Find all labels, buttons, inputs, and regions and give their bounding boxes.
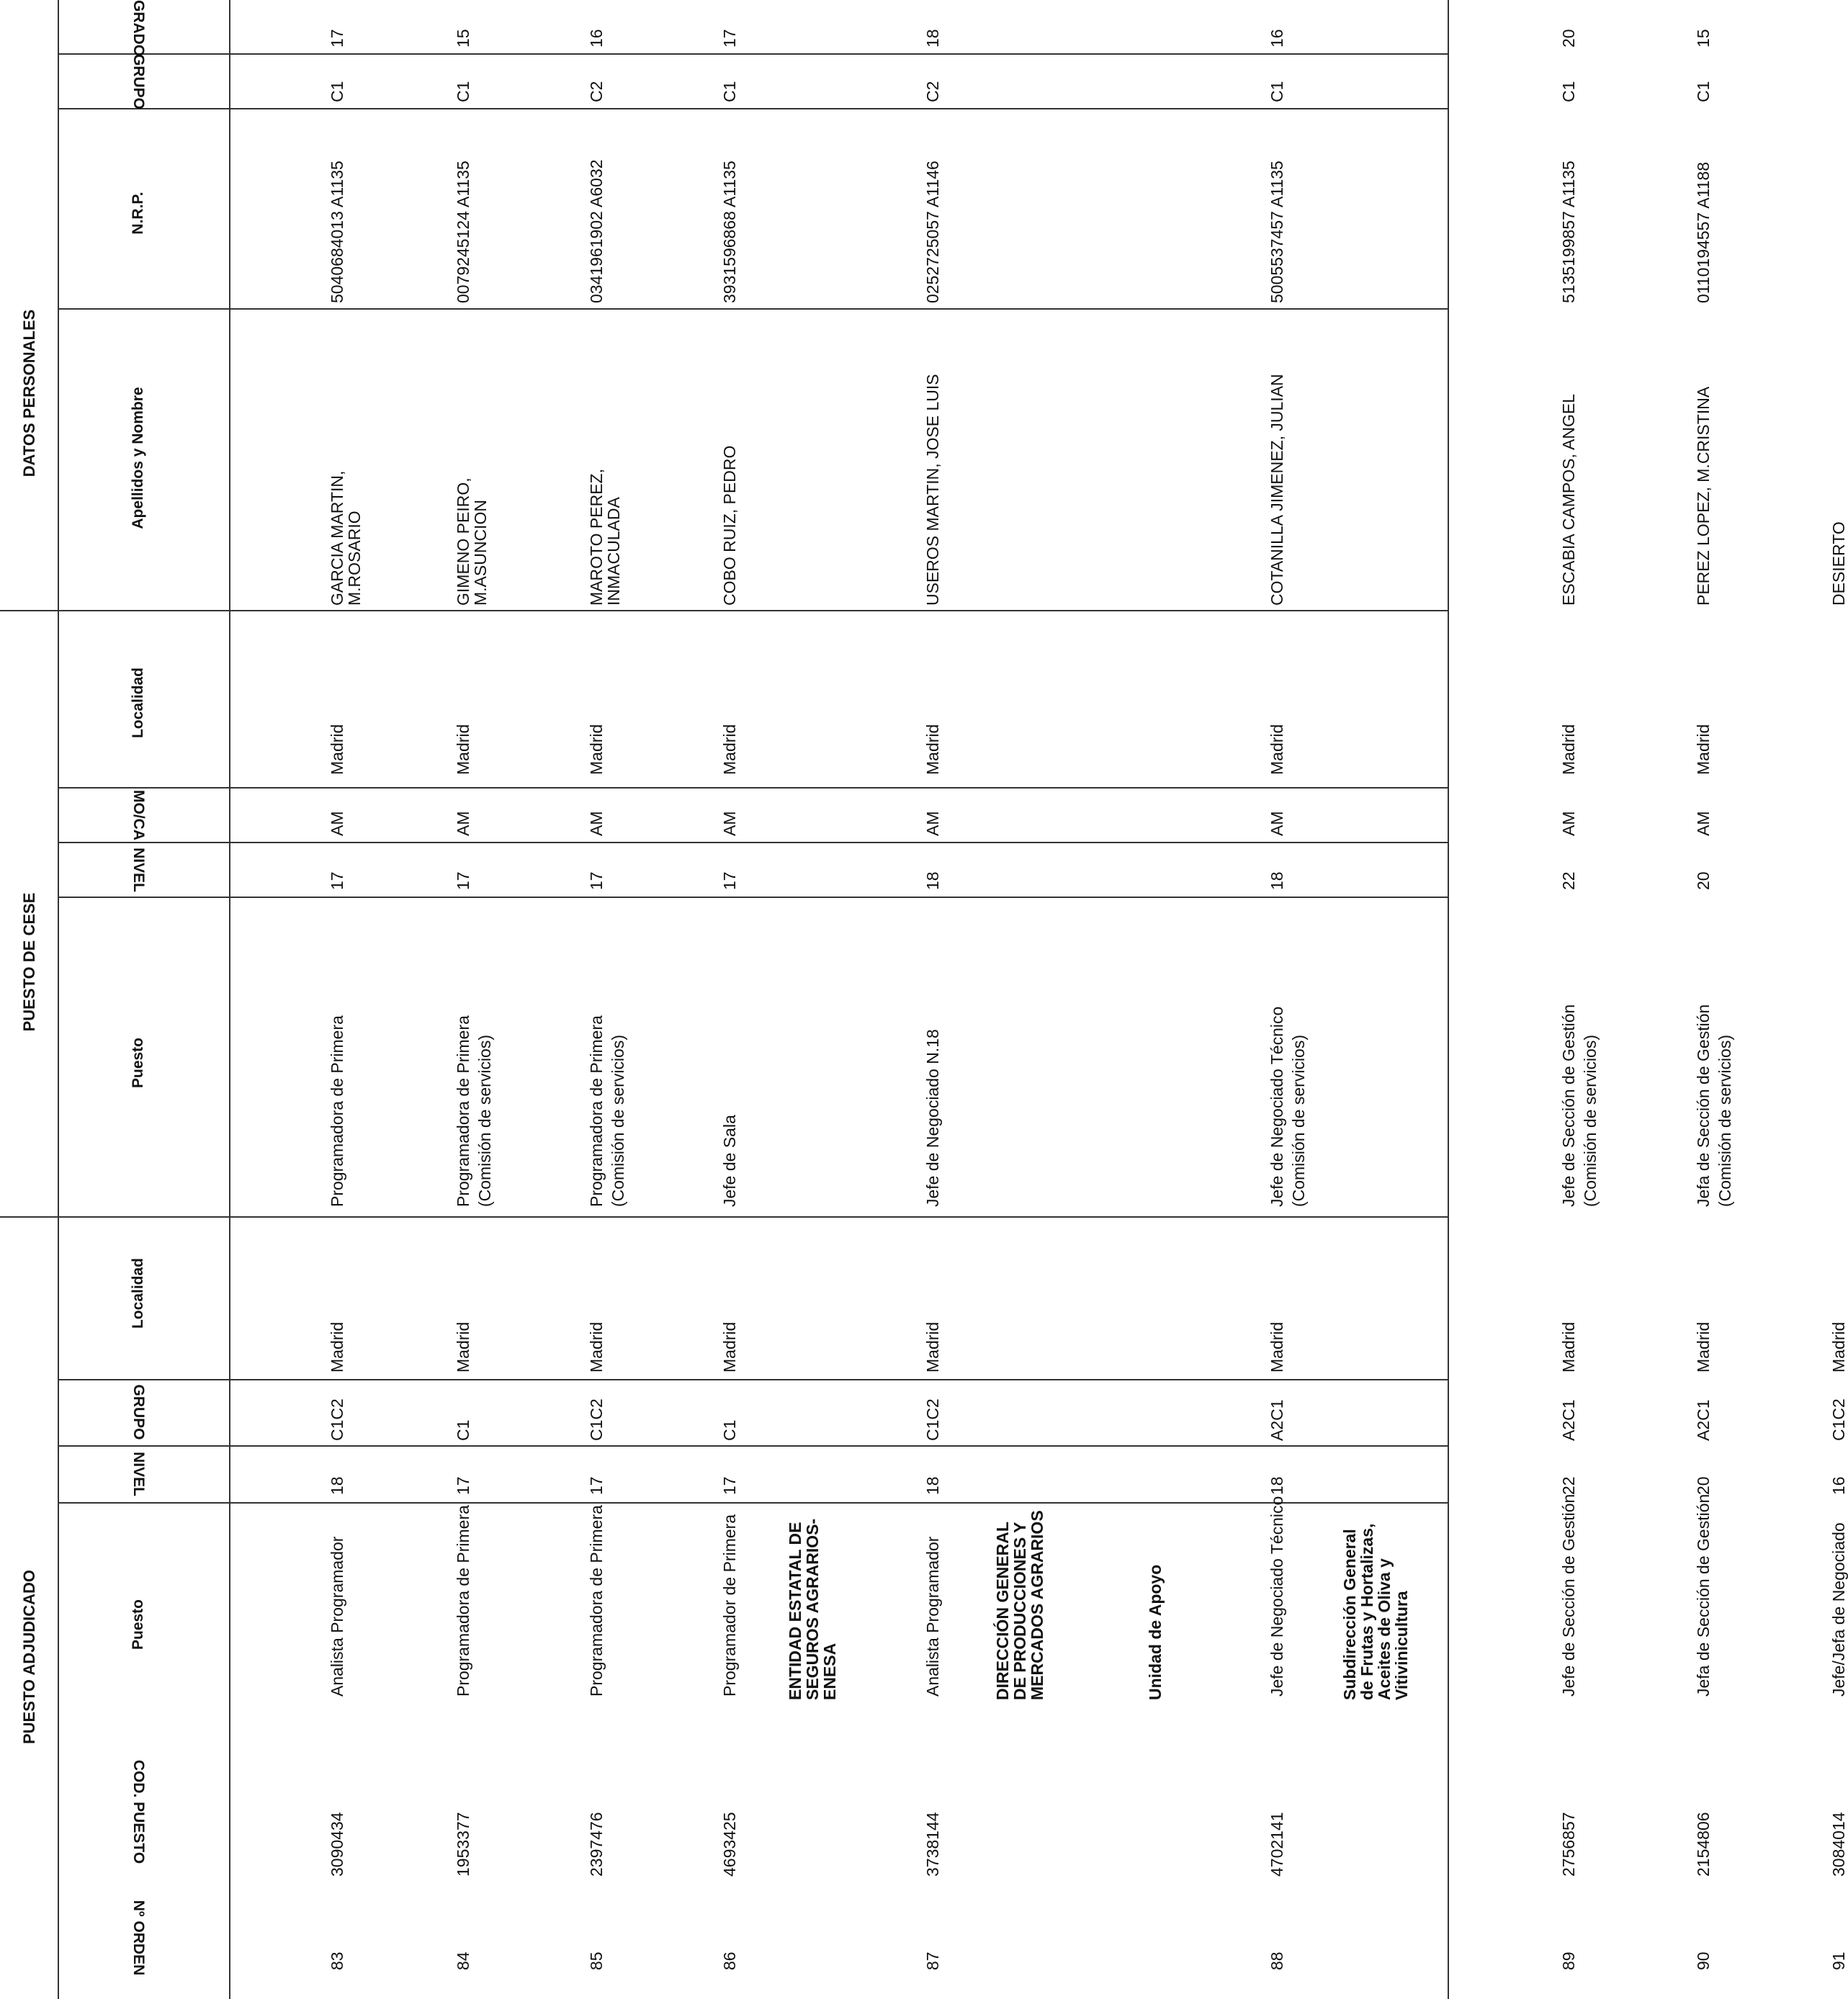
moca-cell: AM	[1268, 811, 1286, 836]
nombre-cell: USEROS MARTIN, JOSE LUIS	[923, 374, 942, 606]
col-sep	[58, 1502, 1448, 1504]
cese-nivel-cell: 20	[1694, 871, 1713, 890]
cod-puesto-cell: 3738144	[923, 1812, 942, 1877]
grado-cell: 20	[1559, 29, 1578, 48]
nrp-cell: 0252725057 A1146	[923, 161, 942, 303]
grupo-cell: C1C2	[587, 1398, 606, 1441]
cod-puesto-cell: 3090434	[328, 1812, 346, 1877]
nombre-cell-line2: INMACULADA	[604, 497, 623, 606]
cese-nota-cell: (Comisión de servicios)	[1715, 1034, 1734, 1207]
grupo-personal-cell: C2	[587, 81, 606, 102]
nivel-cell: 18	[1268, 1476, 1286, 1495]
cese-nota-cell: (Comisión de servicios)	[609, 1034, 627, 1207]
col-sep	[58, 842, 1448, 843]
orden-cell: 88	[1268, 1951, 1286, 1970]
grado-cell: 15	[454, 29, 472, 48]
cod-puesto-cell: 4693425	[720, 1812, 739, 1877]
grupo-personal-cell: C1	[328, 81, 346, 102]
cese-localidad-cell: Madrid	[923, 724, 942, 775]
column-header-moca: MO/CA	[130, 790, 147, 840]
localidad-cell: Madrid	[454, 1321, 472, 1373]
cese-nivel-cell: 18	[1268, 871, 1286, 890]
group-divider-2	[0, 610, 1448, 611]
localidad-cell: Madrid	[1829, 1321, 1848, 1373]
cese-localidad-cell: Madrid	[328, 724, 346, 775]
col-sep	[58, 108, 1448, 109]
cese-nivel-cell: 17	[587, 871, 606, 890]
cese-nivel-cell: 18	[923, 871, 942, 890]
grado-cell: 18	[923, 29, 942, 48]
grupo-cell: C1C2	[328, 1398, 346, 1441]
puesto-cell: Jefe de Negociado Técnico	[1268, 1496, 1286, 1697]
nombre-cell: GARCIA MARTIN,	[328, 470, 346, 606]
cese-localidad-cell: Madrid	[587, 724, 606, 775]
orden-cell: 87	[923, 1951, 942, 1970]
cod-puesto-cell: 2756857	[1559, 1812, 1578, 1877]
grupo-personal-cell: C1	[454, 81, 472, 102]
orden-cell: 83	[328, 1951, 346, 1970]
nrp-cell: 0341961902 A6032	[587, 159, 606, 303]
column-header-grado: GRADO	[130, 0, 147, 57]
grado-cell: 16	[1268, 29, 1286, 48]
orden-cell: 91	[1829, 1951, 1848, 1970]
puesto-cell: Analista Programador	[328, 1536, 346, 1697]
table-bottom-rule	[1448, 0, 1449, 1999]
section-dgpma: DIRECCIÓN GENERAL DE PRODUCCIONES Y MERCADOS AGRARIOS	[993, 1510, 1046, 1700]
section-frutas: Subdirección General de Frutas y Hortalizas, Aceites de Oliva y Vitivinicultura	[1340, 1523, 1411, 1700]
nivel-cell: 17	[720, 1476, 739, 1495]
orden-cell: 85	[587, 1951, 606, 1970]
nombre-cell: ESCABIA CAMPOS, ANGEL	[1559, 394, 1578, 606]
group-header-cese: PUESTO DE CESE	[20, 892, 38, 1032]
grupo-cell: C1C2	[1829, 1398, 1848, 1441]
nivel-cell: 18	[328, 1476, 346, 1495]
cese-nivel-cell: 17	[454, 871, 472, 890]
orden-cell: 84	[454, 1951, 472, 1970]
moca-cell: AM	[923, 811, 942, 836]
cese-puesto-cell: Programadora de Primera	[454, 1015, 472, 1207]
cod-puesto-cell: 1953377	[454, 1812, 472, 1877]
grupo-personal-cell: C1	[1694, 81, 1713, 102]
nombre-cell: MAROTO PEREZ,	[587, 469, 606, 606]
nivel-cell: 20	[1694, 1476, 1713, 1495]
grupo-cell: A2C1	[1694, 1399, 1713, 1441]
section-enesa: ENTIDAD ESTATAL DE SEGUROS AGRARIOS-ENESA	[786, 1518, 839, 1700]
orden-cell: 86	[720, 1951, 739, 1970]
cese-puesto-cell: Jefe de Sección de Gestión	[1559, 1004, 1578, 1207]
cese-nota-cell: (Comisión de servicios)	[475, 1034, 494, 1207]
grado-cell: 15	[1694, 29, 1713, 48]
nrp-cell: 3931596868 A1135	[720, 161, 739, 303]
nrp-cell: 5135199857 A1135	[1559, 161, 1578, 303]
grupo-personal-cell: C1	[1559, 81, 1578, 102]
col-sep	[58, 787, 1448, 789]
grupo-cell: C1	[720, 1419, 739, 1441]
cod-puesto-cell: 2154806	[1694, 1812, 1713, 1877]
cese-nivel-cell: 17	[720, 871, 739, 890]
nivel-cell: 16	[1829, 1476, 1848, 1495]
column-header-localidad-cese: Localidad	[130, 667, 146, 739]
column-header-puesto-cese: Puesto	[130, 1038, 146, 1089]
cese-puesto-cell: Jefa de Sección de Gestión	[1694, 1004, 1713, 1207]
grupo-personal-cell: C2	[923, 81, 942, 102]
cese-localidad-cell: Madrid	[454, 724, 472, 775]
localidad-cell: Madrid	[1559, 1321, 1578, 1373]
grado-cell: 17	[328, 29, 346, 48]
orden-cell: 89	[1559, 1951, 1578, 1970]
nrp-cell: 0110194557 A1188	[1694, 161, 1713, 303]
group-header-personales: DATOS PERSONALES	[20, 309, 38, 477]
localidad-cell: Madrid	[720, 1321, 739, 1373]
column-header-nombre: Apellidos y Nombre	[130, 387, 146, 529]
nivel-cell: 17	[454, 1476, 472, 1495]
cese-nota-cell: (Comisión de servicios)	[1289, 1034, 1308, 1207]
puesto-cell: Jefa de Sección de Gestión	[1694, 1493, 1713, 1697]
column-header-nivel-adjudicado: NIVEL	[130, 1452, 147, 1496]
cese-localidad-cell: Madrid	[1268, 724, 1286, 775]
grupo-cell: C1C2	[923, 1398, 942, 1441]
cese-puesto-cell: Jefe de Negociado N.18	[923, 1029, 942, 1207]
nrp-cell: 5005537457 A1135	[1268, 161, 1286, 303]
localidad-cell: Madrid	[1268, 1321, 1286, 1373]
cese-puesto-cell: Jefe de Negociado Técnico	[1268, 1006, 1286, 1207]
cese-nivel-cell: 22	[1559, 871, 1578, 890]
nombre-cell-line2: M.ASUNCION	[471, 500, 490, 606]
cese-nota-cell: (Comisión de servicios)	[1581, 1034, 1600, 1207]
nombre-cell-line2: M.ROSARIO	[345, 511, 364, 606]
cese-puesto-cell: Programadora de Primera	[328, 1015, 346, 1207]
cese-puesto-cell: Jefe de Sala	[720, 1115, 739, 1207]
localidad-cell: Madrid	[923, 1321, 942, 1373]
cese-localidad-cell: Madrid	[1694, 724, 1713, 775]
col-sep	[58, 308, 1448, 310]
cod-puesto-cell: 3084014	[1829, 1812, 1848, 1877]
column-header-grupo-adjudicado: GRUPO	[130, 1384, 147, 1440]
group-header-rule	[58, 0, 59, 1999]
puesto-cell: Jefe/Jefa de Negociado	[1829, 1522, 1848, 1697]
section-unidad-apoyo: Unidad de Apoyo	[1146, 1564, 1165, 1700]
localidad-cell: Madrid	[328, 1321, 346, 1373]
orden-cell: 90	[1694, 1951, 1713, 1970]
grado-cell: 16	[587, 29, 606, 48]
column-header-puesto-adjudicado: Puesto	[130, 1599, 146, 1650]
column-header-cod-puesto: COD. PUESTO	[130, 1759, 147, 1864]
cese-localidad-cell: Madrid	[1559, 724, 1578, 775]
nombre-cell: COBO RUIZ, PEDRO	[720, 445, 739, 606]
puesto-cell: Programadora de Primera	[454, 1505, 472, 1697]
cese-nivel-cell: 17	[328, 871, 346, 890]
column-header-rule	[229, 0, 230, 1999]
moca-cell: AM	[328, 811, 346, 836]
localidad-cell: Madrid	[1694, 1321, 1713, 1373]
moca-cell: AM	[1694, 811, 1713, 836]
puesto-cell: Programador de Primera	[720, 1514, 739, 1697]
cod-puesto-cell: 4702141	[1268, 1812, 1286, 1877]
moca-cell: AM	[1559, 811, 1578, 836]
localidad-cell: Madrid	[587, 1321, 606, 1373]
nombre-cell: COTANILLA JIMENEZ, JULIAN	[1268, 374, 1286, 606]
column-header-orden: Nº ORDEN	[130, 1900, 147, 1976]
col-sep	[58, 1216, 1448, 1218]
column-header-localidad-adjudicado: Localidad	[130, 1257, 146, 1329]
nrp-cell: 5040684013 A1135	[328, 161, 346, 303]
nombre-cell: DESIERTO	[1829, 521, 1848, 606]
grupo-cell: A2C1	[1559, 1399, 1578, 1441]
col-sep	[58, 1445, 1448, 1447]
nivel-cell: 18	[923, 1476, 942, 1495]
grupo-cell: C1	[454, 1419, 472, 1441]
moca-cell: AM	[454, 811, 472, 836]
grupo-personal-cell: C1	[720, 81, 739, 102]
cese-puesto-cell: Programadora de Primera	[587, 1015, 606, 1207]
nombre-cell: GIMENO PEIRO,	[454, 477, 472, 606]
col-sep	[58, 897, 1448, 898]
nombre-cell: PEREZ LOPEZ, M.CRISTINA	[1694, 386, 1713, 606]
grupo-cell: A2C1	[1268, 1399, 1286, 1441]
column-header-nivel-cese: NIVEL	[130, 848, 147, 892]
puesto-cell: Analista Programador	[923, 1536, 942, 1697]
col-sep	[58, 1379, 1448, 1380]
nrp-cell: 0079245124 A1135	[454, 161, 472, 303]
nivel-cell: 22	[1559, 1476, 1578, 1495]
moca-cell: AM	[720, 811, 739, 836]
nivel-cell: 17	[587, 1476, 606, 1495]
grupo-personal-cell: C1	[1268, 81, 1286, 102]
grado-cell: 17	[720, 29, 739, 48]
puesto-cell: Programadora de Primera	[587, 1505, 606, 1697]
col-sep	[58, 53, 1448, 55]
puesto-cell: Jefe de Sección de Gestión	[1559, 1493, 1578, 1697]
column-header-nrp: N.R.P.	[130, 192, 146, 235]
cod-puesto-cell: 2397476	[587, 1812, 606, 1877]
cese-localidad-cell: Madrid	[720, 724, 739, 775]
column-header-grupo-personal: GRUPO	[130, 54, 147, 110]
group-header-adjudicado: PUESTO ADJUDICADO	[20, 1569, 38, 1745]
moca-cell: AM	[587, 811, 606, 836]
